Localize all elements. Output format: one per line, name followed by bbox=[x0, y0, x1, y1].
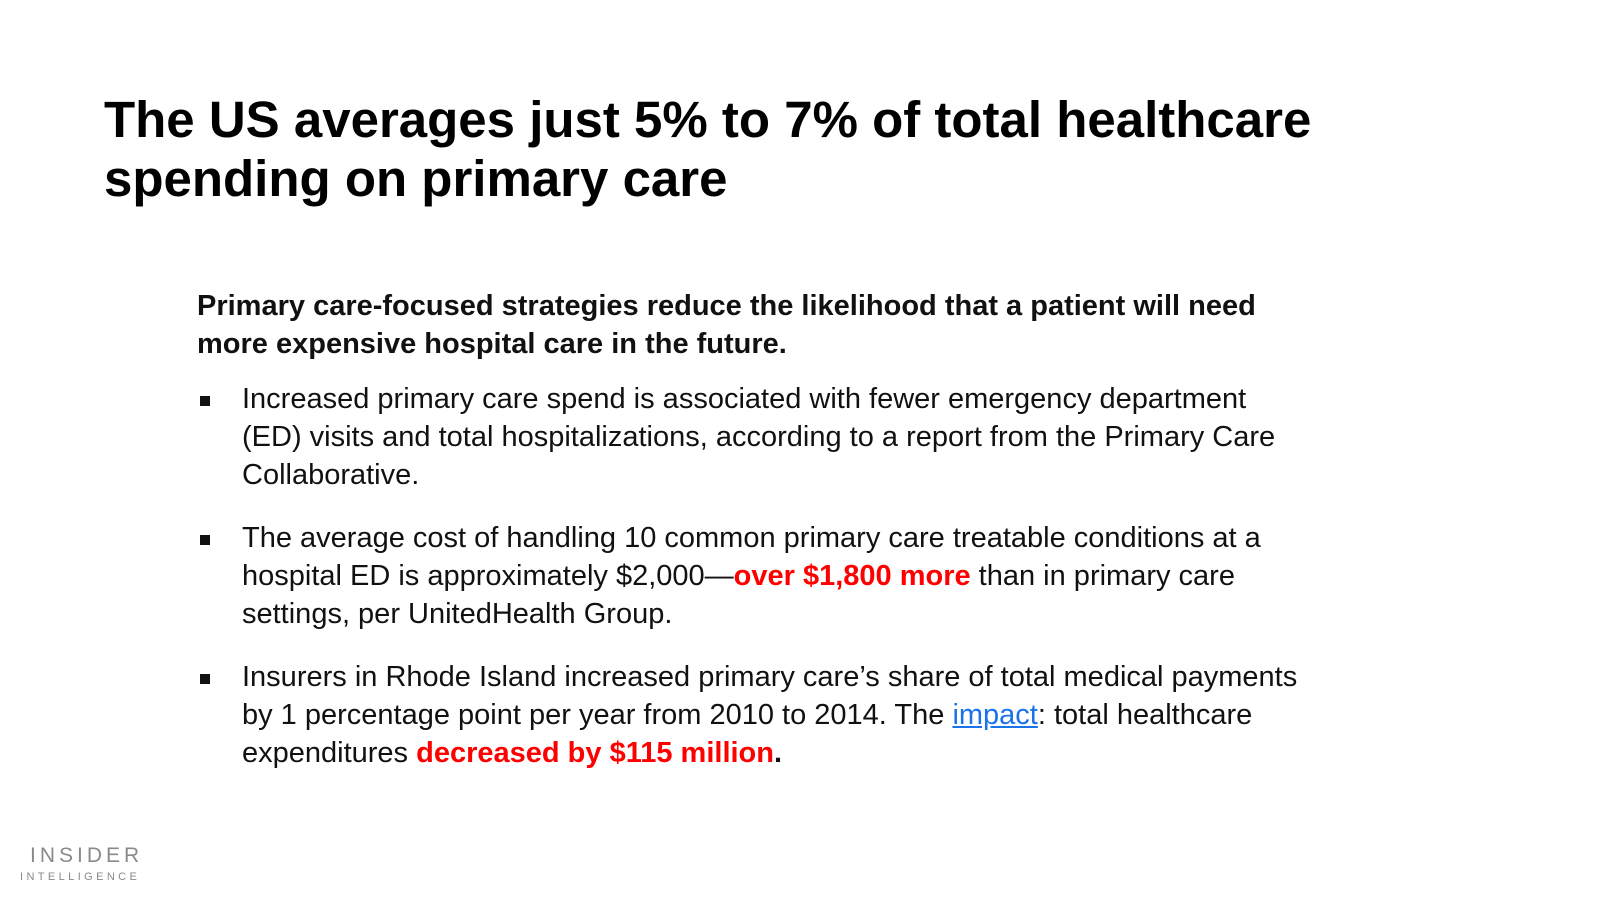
savings-highlight: decreased by $115 million bbox=[416, 737, 774, 769]
bullet-item-ed-visits bbox=[197, 380, 1457, 494]
lead-line-1: Primary care-focused strategies reduce the likelihood that a patient will need bbox=[197, 290, 1256, 322]
bullet-list bbox=[197, 380, 1457, 772]
logo-wordmark-bottom: INTELLIGENCE bbox=[20, 871, 141, 883]
bullet-3-line-3 bbox=[242, 734, 1457, 772]
title-line-2: spending on primary care bbox=[104, 150, 728, 207]
square-bullet-icon bbox=[200, 535, 210, 545]
bullet-3-text-c: expenditures bbox=[242, 737, 417, 769]
bullet-3-text-b: : total healthcare bbox=[1037, 699, 1253, 731]
lead-line-2: more expensive hospital care in the future. bbox=[197, 328, 787, 360]
bullet-3-line-1: Insurers in Rhode Island increased primary care’s share of total medical payments bbox=[242, 661, 1298, 693]
lead-statement bbox=[197, 287, 1457, 363]
bullet-item-ed-cost bbox=[197, 519, 1457, 633]
square-bullet-icon bbox=[200, 674, 210, 684]
square-bullet-icon bbox=[200, 396, 210, 406]
bullet-3-text-a: by 1 percentage point per year from 2010 to 2014. The bbox=[242, 699, 953, 731]
bullet-1-line-1: Increased primary care spend is associated with fewer emergency department bbox=[242, 383, 1247, 415]
page-title bbox=[104, 90, 1504, 208]
bullet-2-line-3: settings, per UnitedHealth Group. bbox=[242, 598, 673, 630]
bullet-2-text-a: hospital ED is approximately $2,000— bbox=[242, 560, 734, 592]
insider-intelligence-logo bbox=[20, 845, 180, 884]
bullet-1-line-3: Collaborative. bbox=[242, 459, 420, 491]
bullet-2-line-1: The average cost of handling 10 common primary care treatable conditions at a bbox=[242, 522, 1261, 554]
bullet-2-line-2 bbox=[242, 557, 1457, 595]
bullet-1-line-2: (ED) visits and total hospitalizations, according to a report from the Primary Care bbox=[242, 421, 1276, 453]
bullet-3-period: . bbox=[773, 737, 783, 769]
bullet-item-rhode-island bbox=[197, 658, 1457, 772]
cost-highlight: over $1,800 more bbox=[733, 560, 971, 592]
bullet-3-line-2 bbox=[242, 696, 1457, 734]
impact-link[interactable]: impact bbox=[952, 699, 1038, 731]
bullet-2-text-b: than in primary care bbox=[970, 560, 1235, 592]
slide-content bbox=[197, 287, 1457, 797]
logo-wordmark-top: INSIDER bbox=[30, 844, 144, 867]
title-line-1: The US averages just 5% to 7% of total healthcare bbox=[104, 91, 1312, 148]
